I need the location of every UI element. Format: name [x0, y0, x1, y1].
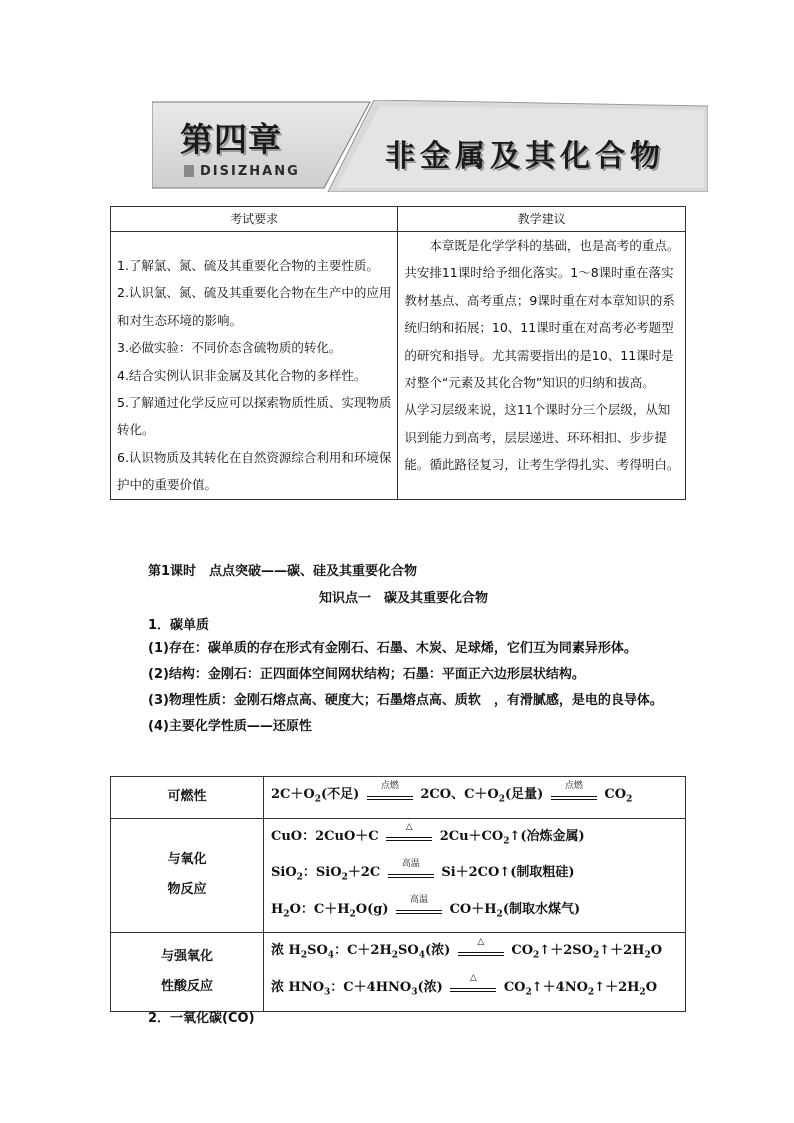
- strong-acid-reaction-label: [111, 933, 264, 1011]
- eq-text: SO: [307, 943, 328, 959]
- condition-label: △: [405, 822, 413, 833]
- knowledge-point-title: 知识点一 碳及其重要化合物: [319, 591, 489, 606]
- chemical-properties-text: (4)主要化学性质——还原性: [148, 719, 312, 734]
- condition-label: 点燃: [380, 780, 399, 791]
- condition-label: △: [469, 973, 477, 984]
- h2so4-equation: [271, 935, 685, 972]
- chapter-pinyin: DISIZHANG: [200, 164, 300, 179]
- requirements-table: [110, 206, 686, 500]
- eq-text: 浓 H: [271, 943, 301, 959]
- eq-text: (制取水煤气): [502, 901, 581, 917]
- eq-text: ：SiO: [302, 865, 342, 881]
- eq-text: ：C＋4HNO: [330, 979, 412, 995]
- eq-text: SiO: [271, 865, 297, 881]
- eq-text: CO＋H: [449, 901, 497, 917]
- chemical-properties-table: [110, 776, 686, 1012]
- eq-text: CO: [604, 787, 627, 802]
- requirement-item: 2.认识氯、氮、硫及其重要化合物在生产中的应用和对生态环境的影响。: [117, 285, 392, 328]
- condition-label: △: [477, 936, 485, 947]
- hno3-equation: [271, 972, 685, 1009]
- eq-text: CO: [511, 943, 534, 959]
- acid-reaction-equations: [264, 933, 686, 1011]
- label-line: 与氧化: [167, 852, 207, 868]
- eq-text: ＋2C: [347, 865, 381, 881]
- exam-requirements-cell: [111, 232, 398, 500]
- eq-text: (浓): [417, 979, 443, 995]
- suggestion-paragraph: 本章既是化学学科的基础，也是高考的重点。共安排11课时给予细化落实。1～8课时重在落实教材基点、高考重点；9课时重在对本章知识的系统归纳和拓展；10、11课时重在对高考必考题型的研究和指导。尤其需要指出的是10、11课时是对整个“元素及其化合物”知识的归纳和拔高。: [404, 238, 680, 391]
- condition-label: 点燃: [564, 780, 583, 791]
- eq-text: H: [271, 901, 284, 917]
- reaction-condition: [367, 780, 413, 802]
- exam-requirements-header: 考试要求: [111, 207, 398, 232]
- combustibility-label: 可燃性: [111, 777, 264, 819]
- subscript: 2: [587, 987, 595, 998]
- eq-text: O(g): [355, 901, 389, 917]
- eq-text: ↑＋2H: [599, 943, 645, 959]
- oxide-reaction-label: [111, 818, 264, 933]
- eq-text: ↑＋2H: [594, 979, 640, 995]
- subscript: 2: [341, 872, 348, 883]
- cuo-equation: [271, 821, 685, 858]
- eq-text: CO: [503, 979, 526, 995]
- eq-text: ↑＋2SO: [539, 943, 593, 959]
- eq-text: 2CO、C＋O: [420, 787, 499, 802]
- subscript: 2: [525, 987, 532, 998]
- eq-text: 2C＋O: [271, 787, 315, 802]
- subscript: 2: [391, 950, 399, 961]
- reaction-condition: [458, 936, 504, 958]
- section-heading: 2．一氧化碳(CO): [148, 1011, 255, 1026]
- chapter-number: 第四章: [180, 120, 282, 159]
- subscript: 2: [592, 950, 600, 961]
- h2o-equation: [271, 894, 685, 931]
- requirement-item: 1.了解氯、氮、硫及其重要化合物的主要性质。: [117, 258, 379, 273]
- chapter-title: 非金属及其化合物: [385, 139, 665, 174]
- combustion-equations: [264, 777, 686, 819]
- subscript: 2: [349, 909, 356, 920]
- sio2-equation: [271, 857, 685, 894]
- eq-text: ：C＋2H: [334, 943, 392, 959]
- eq-text: O: [650, 943, 663, 959]
- pinyin-marker: [184, 165, 194, 177]
- reaction-condition: [551, 780, 597, 802]
- eq-text: 浓 HNO: [271, 979, 325, 995]
- eq-text: ↑(冶炼金属): [509, 828, 585, 844]
- eq-text: (浓): [425, 943, 451, 959]
- condition-label: 高温: [410, 895, 429, 906]
- eq-text: SO: [398, 943, 419, 959]
- eq-text: O：C＋H: [289, 901, 350, 917]
- requirement-item: 3.必做实验：不同价态含硫物质的转化。: [117, 340, 342, 356]
- teaching-suggestions-header: 教学建议: [398, 207, 686, 232]
- subscript: 2: [496, 909, 503, 920]
- subscript: 2: [498, 794, 506, 805]
- lesson-heading: 第1课时 点点突破——碳、硅及其重要化合物: [148, 564, 418, 579]
- physical-properties-text: (3)物理性质：金刚石熔点高、硬度大；石墨熔点高、质软 ，有滑腻感，是电的良导体。: [148, 693, 663, 708]
- reaction-condition: [386, 822, 432, 843]
- eq-text: ↑＋4NO: [531, 979, 588, 995]
- subscript: 2: [644, 950, 651, 961]
- oxide-reaction-equations: [264, 818, 686, 933]
- requirement-item: 6.认识物质及其转化在自然资源综合利用和环境保护中的重要价值。: [117, 449, 392, 493]
- condition-label: 高温: [401, 858, 420, 869]
- carbon-paragraphs: [122, 636, 688, 740]
- eq-text: (足量): [505, 787, 544, 802]
- subscript: 2: [639, 987, 646, 998]
- teaching-suggestions-cell: [398, 232, 686, 500]
- subscript: 2: [533, 950, 540, 961]
- subscript: 2: [314, 794, 321, 805]
- subscript: 3: [411, 987, 418, 998]
- subscript: 4: [418, 950, 425, 961]
- suggestion-paragraph: 从学习层级来说，这11个课时分三个层级，从知识到能力到高考，层层递进、环环相扣、步步提能。循此路径复习，让考生学得扎实、考得明白。: [404, 402, 680, 473]
- label-line: 与强氧化: [160, 948, 213, 964]
- reaction-condition: [396, 895, 442, 916]
- requirement-item: 4.结合实例认识非金属及其化合物的多样性。: [117, 367, 367, 383]
- eq-text: O: [645, 979, 658, 995]
- eq-text: CuO：2CuO＋C: [271, 828, 379, 844]
- subscript: 2: [300, 950, 308, 961]
- requirement-item: 5.了解通过化学反应可以探索物质性质、实现物质转化。: [117, 395, 392, 438]
- subscript: 2: [626, 794, 633, 805]
- subscript: 2: [283, 909, 290, 920]
- reaction-condition: [450, 973, 496, 994]
- subscript: 2: [296, 872, 303, 883]
- eq-text: Si＋2CO↑(制取粗硅): [441, 865, 575, 881]
- subscript: 2: [503, 836, 510, 847]
- reaction-condition: [388, 858, 434, 880]
- existence-text: (1)存在：碳单质的存在形式有金刚石、石墨、木炭、足球烯，它们互为同素异形体。: [148, 641, 637, 656]
- label-line: 性酸反应: [160, 978, 213, 994]
- label-line: 物反应: [167, 882, 207, 898]
- eq-text: 2Cu＋CO: [439, 828, 504, 844]
- section-heading: 1．碳单质: [148, 618, 210, 633]
- structure-text: (2)结构：金刚石：正四面体空间网状结构；石墨：平面正六边形层状结构。: [148, 667, 585, 682]
- eq-text: (不足): [320, 787, 360, 802]
- subscript: 3: [324, 987, 331, 998]
- subscript: 4: [327, 950, 335, 961]
